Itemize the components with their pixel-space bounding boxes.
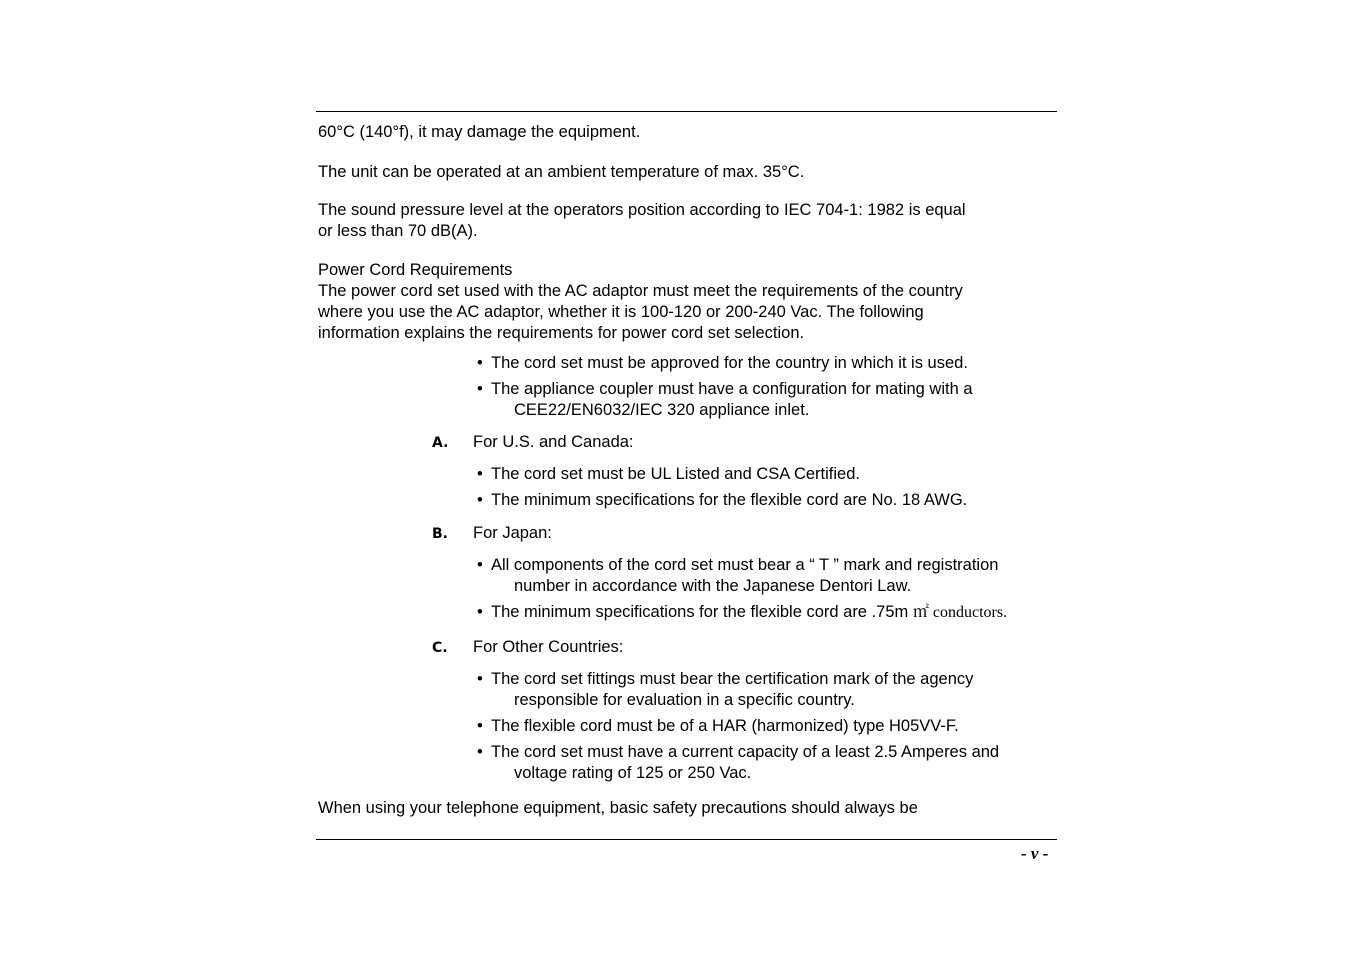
paragraph-line: The power cord set used with the AC adaptor must meet the requirements of the country bbox=[318, 282, 963, 300]
section-letter-c: C. bbox=[432, 640, 448, 656]
bullet-item: • The appliance coupler must have a configuration for mating with a CEE22/EN6032/IEC 320 appliance inlet. bbox=[477, 380, 973, 419]
paragraph-line: or less than 70 dB(A). bbox=[318, 222, 478, 240]
square-meter-unit: ㎡ bbox=[912, 604, 929, 621]
paragraph-temperature-damage: 60°C (140°f), it may damage the equipment. bbox=[318, 123, 641, 141]
section-title-japan: For Japan: bbox=[473, 524, 552, 542]
bullet-dot-icon: • bbox=[477, 465, 483, 483]
section-title-us-canada: For U.S. and Canada: bbox=[473, 433, 634, 451]
paragraph-line: The sound pressure level at the operators position according to IEC 704-1: 1982 is equal bbox=[318, 201, 966, 219]
bullet-dot-icon: • bbox=[477, 717, 483, 735]
footer-rule bbox=[316, 839, 1057, 840]
bullet-dot-icon: • bbox=[477, 670, 483, 688]
section-title-other-countries: For Other Countries: bbox=[473, 638, 624, 656]
section-letter-a: A. bbox=[432, 435, 449, 451]
header-rule bbox=[316, 111, 1057, 112]
bullet-item: • All components of the cord set must bear a “ T ” mark and registration number in accordance with the Japanese Dentori Law. bbox=[477, 556, 999, 595]
bullet-item: • The flexible cord must be of a HAR (harmonized) type H05VV-F. bbox=[477, 717, 959, 735]
bullet-item: • The minimum specifications for the flexible cord are No. 18 AWG. bbox=[477, 491, 968, 509]
section-heading-power-cord: Power Cord Requirements bbox=[318, 261, 513, 279]
page-number: - v - bbox=[1021, 844, 1049, 863]
paragraph-safety-precautions: When using your telephone equipment, basic safety precautions should always be bbox=[318, 799, 918, 817]
bullet-dot-icon: • bbox=[477, 556, 483, 574]
paragraph-line: information explains the requirements for power cord set selection. bbox=[318, 324, 805, 342]
paragraph-line: where you use the AC adaptor, whether it is 100-120 or 200-240 Vac. The following bbox=[318, 303, 924, 321]
bullet-item: • The minimum specifications for the flexible cord are .75m ㎡ conductors. bbox=[477, 603, 1008, 621]
bullet-item: • The cord set must have a current capacity of a least 2.5 Amperes and voltage rating of 125 or 250 Vac. bbox=[477, 743, 1000, 782]
bullet-dot-icon: • bbox=[477, 491, 483, 509]
bullet-item: • The cord set must be approved for the country in which it is used. bbox=[477, 354, 968, 372]
bullet-dot-icon: • bbox=[477, 743, 483, 761]
paragraph-ambient-temperature: The unit can be operated at an ambient temperature of max. 35°C. bbox=[318, 163, 805, 181]
bullet-dot-icon: • bbox=[477, 603, 483, 621]
bullet-item: • The cord set fittings must bear the certification mark of the agency responsible for evaluation in a specific country. bbox=[477, 670, 974, 709]
bullet-dot-icon: • bbox=[477, 380, 483, 398]
bullet-item: • The cord set must be UL Listed and CSA Certified. bbox=[477, 465, 860, 483]
bullet-dot-icon: • bbox=[477, 354, 483, 372]
section-letter-b: B. bbox=[432, 526, 448, 542]
